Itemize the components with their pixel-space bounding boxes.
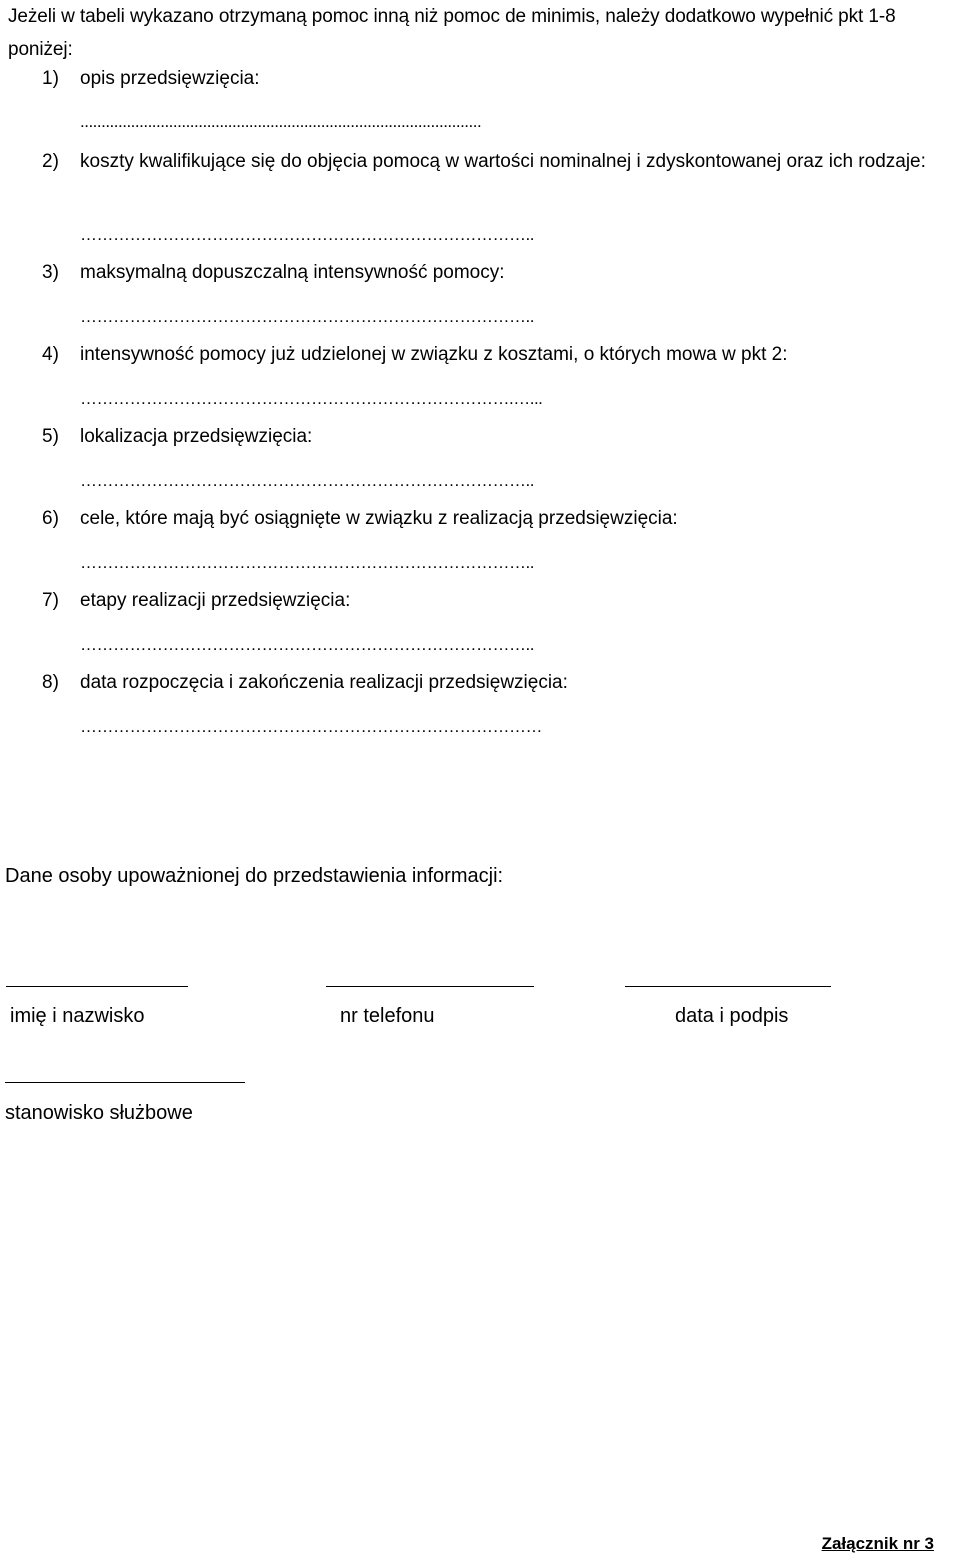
item-number: 8) (42, 672, 59, 693)
item-label: cele, które mają być osiągnięte w związku z realizacją przedsięwzięcia: (80, 508, 678, 529)
form-item-5 (42, 420, 957, 453)
item-label: etapy realizacji przedsięwzięcia: (80, 590, 351, 611)
fill-in-line-3[interactable]: ……………………………………………………………………….. (80, 307, 534, 326)
name-label: imię i nazwisko (10, 1005, 145, 1027)
form-item-8 (42, 666, 957, 699)
fill-in-line-8[interactable]: ………………………………………………………………………… (80, 717, 542, 736)
form-item-2 (42, 145, 957, 178)
fill-in-line-5[interactable]: ……………………………………………………………………….. (80, 471, 534, 490)
item-label: data rozpoczęcia i zakończenia realizacji przedsięwzięcia: (80, 672, 568, 693)
item-label: intensywność pomocy już udzielonej w związku z kosztami, o których mowa w pkt 2: (80, 344, 788, 365)
fill-in-line-1[interactable]: ............................................................................................... (80, 112, 482, 131)
item-number: 6) (42, 508, 59, 529)
fill-in-line-7[interactable]: ……………………………………………………………………….. (80, 635, 534, 654)
item-number: 4) (42, 344, 59, 365)
item-label: opis przedsięwzięcia: (80, 68, 260, 89)
item-number: 7) (42, 590, 59, 611)
item-label: lokalizacja przedsięwzięcia: (80, 426, 313, 447)
date-signature-line[interactable] (625, 986, 831, 987)
form-item-1 (42, 62, 957, 95)
attachment-label: Załącznik nr 3 (821, 1534, 934, 1553)
item-number: 2) (42, 151, 59, 172)
phone-label: nr telefonu (340, 1005, 435, 1027)
name-signature-line[interactable] (6, 986, 188, 987)
phone-signature-line[interactable] (326, 986, 534, 987)
fill-in-line-2[interactable]: ……………………………………………………………………….. (80, 225, 534, 244)
item-label: maksymalną dopuszczalną intensywność pomocy: (80, 262, 505, 283)
item-number: 5) (42, 426, 59, 447)
fill-in-line-4[interactable]: …………………………………………………………………….…... (80, 389, 543, 408)
position-signature-line[interactable] (5, 1082, 245, 1083)
authorized-person-heading: Dane osoby upoważnionej do przedstawienia informacji: (5, 865, 504, 887)
intro-text: Jeżeli w tabeli wykazano otrzymaną pomoc inną niż pomoc de minimis, należy dodatkowo wypełnić pkt 1-8 poniżej: (8, 6, 896, 60)
form-item-6 (42, 502, 957, 535)
form-item-3 (42, 256, 957, 289)
form-item-4 (42, 338, 957, 371)
form-item-7 (42, 584, 957, 617)
fill-in-line-6[interactable]: ……………………………………………………………………….. (80, 553, 534, 572)
date-label: data i podpis (675, 1005, 789, 1027)
item-number: 3) (42, 262, 59, 283)
item-label: koszty kwalifikujące się do objęcia pomocą w wartości nominalnej i zdyskontowanej oraz ich rodzaje: (80, 151, 926, 172)
item-number: 1) (42, 68, 59, 89)
position-label: stanowisko służbowe (5, 1102, 193, 1124)
